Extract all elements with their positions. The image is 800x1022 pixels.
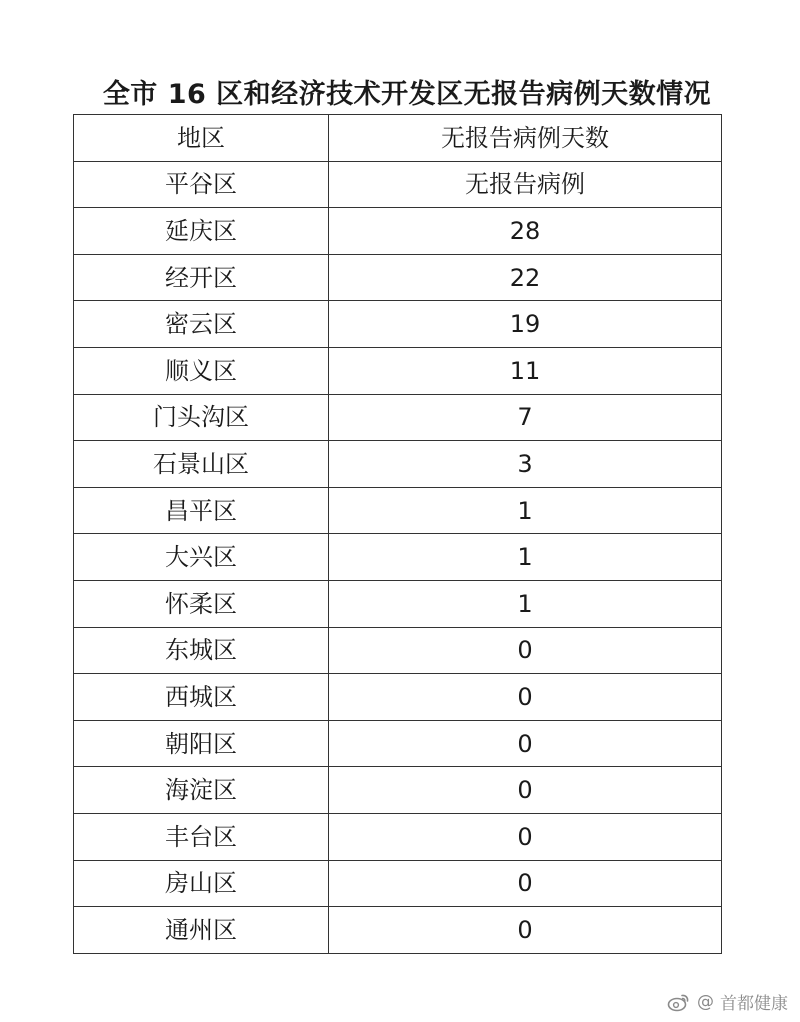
days-cell: 28 — [329, 208, 722, 255]
column-header-days: 无报告病例天数 — [329, 115, 722, 162]
table-row — [74, 860, 722, 907]
days-cell: 3 — [329, 441, 722, 488]
table-row — [74, 720, 722, 767]
table-body — [74, 115, 722, 954]
table-row — [74, 907, 722, 954]
table-header-row — [74, 115, 722, 162]
days-cell: 0 — [329, 767, 722, 814]
table-row — [74, 674, 722, 721]
days-cell: 0 — [329, 813, 722, 860]
region-cell: 朝阳区 — [74, 720, 329, 767]
watermark-text: 首都健康 — [720, 994, 788, 1014]
column-header-region: 地区 — [74, 115, 329, 162]
days-table — [73, 114, 722, 954]
watermark-at: @ — [697, 991, 714, 1012]
region-cell: 通州区 — [74, 907, 329, 954]
region-cell: 怀柔区 — [74, 580, 329, 627]
region-cell: 经开区 — [74, 254, 329, 301]
days-cell: 11 — [329, 347, 722, 394]
days-cell: 1 — [329, 534, 722, 581]
watermark — [667, 989, 788, 1014]
region-cell: 门头沟区 — [74, 394, 329, 441]
table-row — [74, 441, 722, 488]
table-row — [74, 813, 722, 860]
table-row — [74, 394, 722, 441]
table-row — [74, 627, 722, 674]
region-cell: 丰台区 — [74, 813, 329, 860]
table-row — [74, 301, 722, 348]
region-cell: 石景山区 — [74, 441, 329, 488]
region-cell: 房山区 — [74, 860, 329, 907]
table-row — [74, 208, 722, 255]
days-cell: 无报告病例 — [329, 161, 722, 208]
days-cell: 1 — [329, 580, 722, 627]
table-row — [74, 254, 722, 301]
page-title: 全市 16 区和经济技术开发区无报告病例天数情况 — [102, 79, 712, 110]
table-row — [74, 534, 722, 581]
days-cell: 1 — [329, 487, 722, 534]
region-cell: 密云区 — [74, 301, 329, 348]
region-cell: 顺义区 — [74, 347, 329, 394]
table-row — [74, 767, 722, 814]
table-row — [74, 580, 722, 627]
region-cell: 海淀区 — [74, 767, 329, 814]
days-cell: 0 — [329, 860, 722, 907]
days-cell: 19 — [329, 301, 722, 348]
region-cell: 延庆区 — [74, 208, 329, 255]
region-cell: 昌平区 — [74, 487, 329, 534]
table-row — [74, 347, 722, 394]
days-cell: 0 — [329, 907, 722, 954]
region-cell: 大兴区 — [74, 534, 329, 581]
days-cell: 0 — [329, 674, 722, 721]
days-cell: 0 — [329, 627, 722, 674]
table-row — [74, 487, 722, 534]
days-cell: 0 — [329, 720, 722, 767]
region-cell: 平谷区 — [74, 161, 329, 208]
region-cell: 东城区 — [74, 627, 329, 674]
days-cell: 7 — [329, 394, 722, 441]
days-cell: 22 — [329, 254, 722, 301]
table-row — [74, 161, 722, 208]
region-cell: 西城区 — [74, 674, 329, 721]
weibo-icon — [667, 992, 691, 1012]
